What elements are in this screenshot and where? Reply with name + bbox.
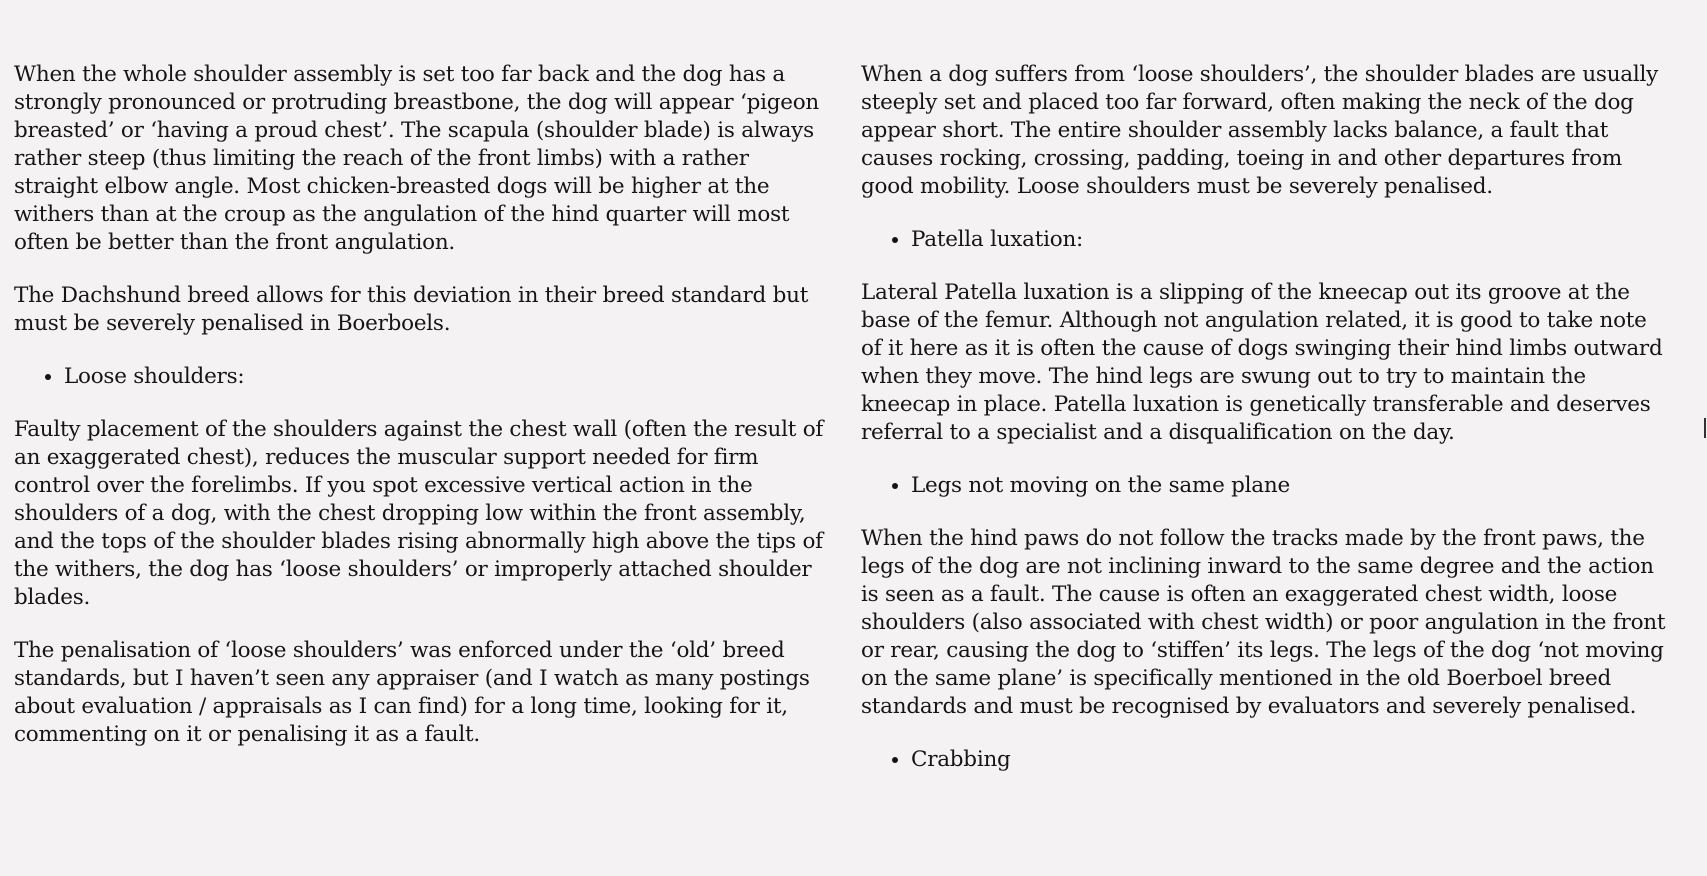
bullet-list-legs-plane xyxy=(861,472,1673,500)
paragraph-loose-shoulders-effect: When a dog suffers from ‘loose shoulders’, the shoulder blades are usually steeply set and placed too far forward, often making the neck of the dog appear short. The entire shoulder assembly lacks balance, a fault that causes rocking, crossing, padding, toeing in and other departures from good mobility. Loose shoulders must be severely penalised. xyxy=(861,62,1659,199)
left-column xyxy=(14,61,826,774)
paragraph-hind-paws: When the hind paws do not follow the tracks made by the front paws, the legs of the dog are not inclining inward to the same degree and the action is seen as a fault. The cause is often an exaggerated chest width, loose shoulders (also associated with chest width) or poor angulation in the front or rear, causing the dog to ‘stiffen’ its legs. The legs of the dog ‘not moving on the same plane’ is specifically mentioned in the old Boerboel breed standards and must be recognised by evaluators and severely penalised. xyxy=(861,526,1666,719)
bullet-item-legs-plane: • Legs not moving on the same plane xyxy=(911,472,1673,500)
paragraph-patella-luxation: Lateral Patella luxation is a slipping of the kneecap out its groove at the base of the femur. Although not angulation related, it is good to take note of it here as it is often the cause of dogs swinging their hind limbs outward when they move. The hind legs are swung out to try to maintain the kneecap in place. Patella luxation is genetically transferable and deserves referral to a specialist and a disqualification on the day. xyxy=(861,280,1663,445)
bullet-list-patella xyxy=(861,226,1673,254)
paragraph-faulty-placement: Faulty placement of the shoulders against the chest wall (often the result of an exaggerated chest), reduces the muscular support needed for firm control over the forelimbs. If you spot excessive vertical action in the shoulders of a dog, with the chest dropping low within the front assembly, and the tops of the shoulder blades rising abnormally high above the tips of the withers, the dog has ‘loose shoulders’ or improperly attached shoulder blades. xyxy=(14,417,824,610)
bullet-list-crabbing xyxy=(861,746,1673,774)
paragraph-pigeon-breasted: When the whole shoulder assembly is set too far back and the dog has a strongly pronounced or protruding breastbone, the dog will appear ‘pigeon breasted’ or ‘having a proud chest’. The scapula (shoulder blade) is always rather steep (thus limiting the reach of the front limbs) with a rather straight elbow angle. Most chicken-breasted dogs will be higher at the withers than at the croup as the angulation of the hind quarter will most often be better than the front angulation. xyxy=(14,62,819,255)
bullet-item-loose-shoulders: • Loose shoulders: xyxy=(64,363,826,391)
right-column xyxy=(861,61,1673,799)
bullet-item-crabbing: • Crabbing xyxy=(911,746,1673,774)
paragraph-penalisation: The penalisation of ‘loose shoulders’ was enforced under the ‘old’ breed standards, but I haven’t seen any appraiser (and I watch as many postings about evaluation / appraisals as I can find) for a long time, looking for it, commenting on it or penalising it as a fault. xyxy=(14,638,810,747)
paragraph-dachshund: The Dachshund breed allows for this deviation in their breed standard but must be severely penalised in Boerboels. xyxy=(14,283,809,336)
text-cursor-icon xyxy=(1704,418,1706,438)
bullet-item-patella: • Patella luxation: xyxy=(911,226,1673,254)
bullet-list-loose-shoulders xyxy=(14,363,826,391)
